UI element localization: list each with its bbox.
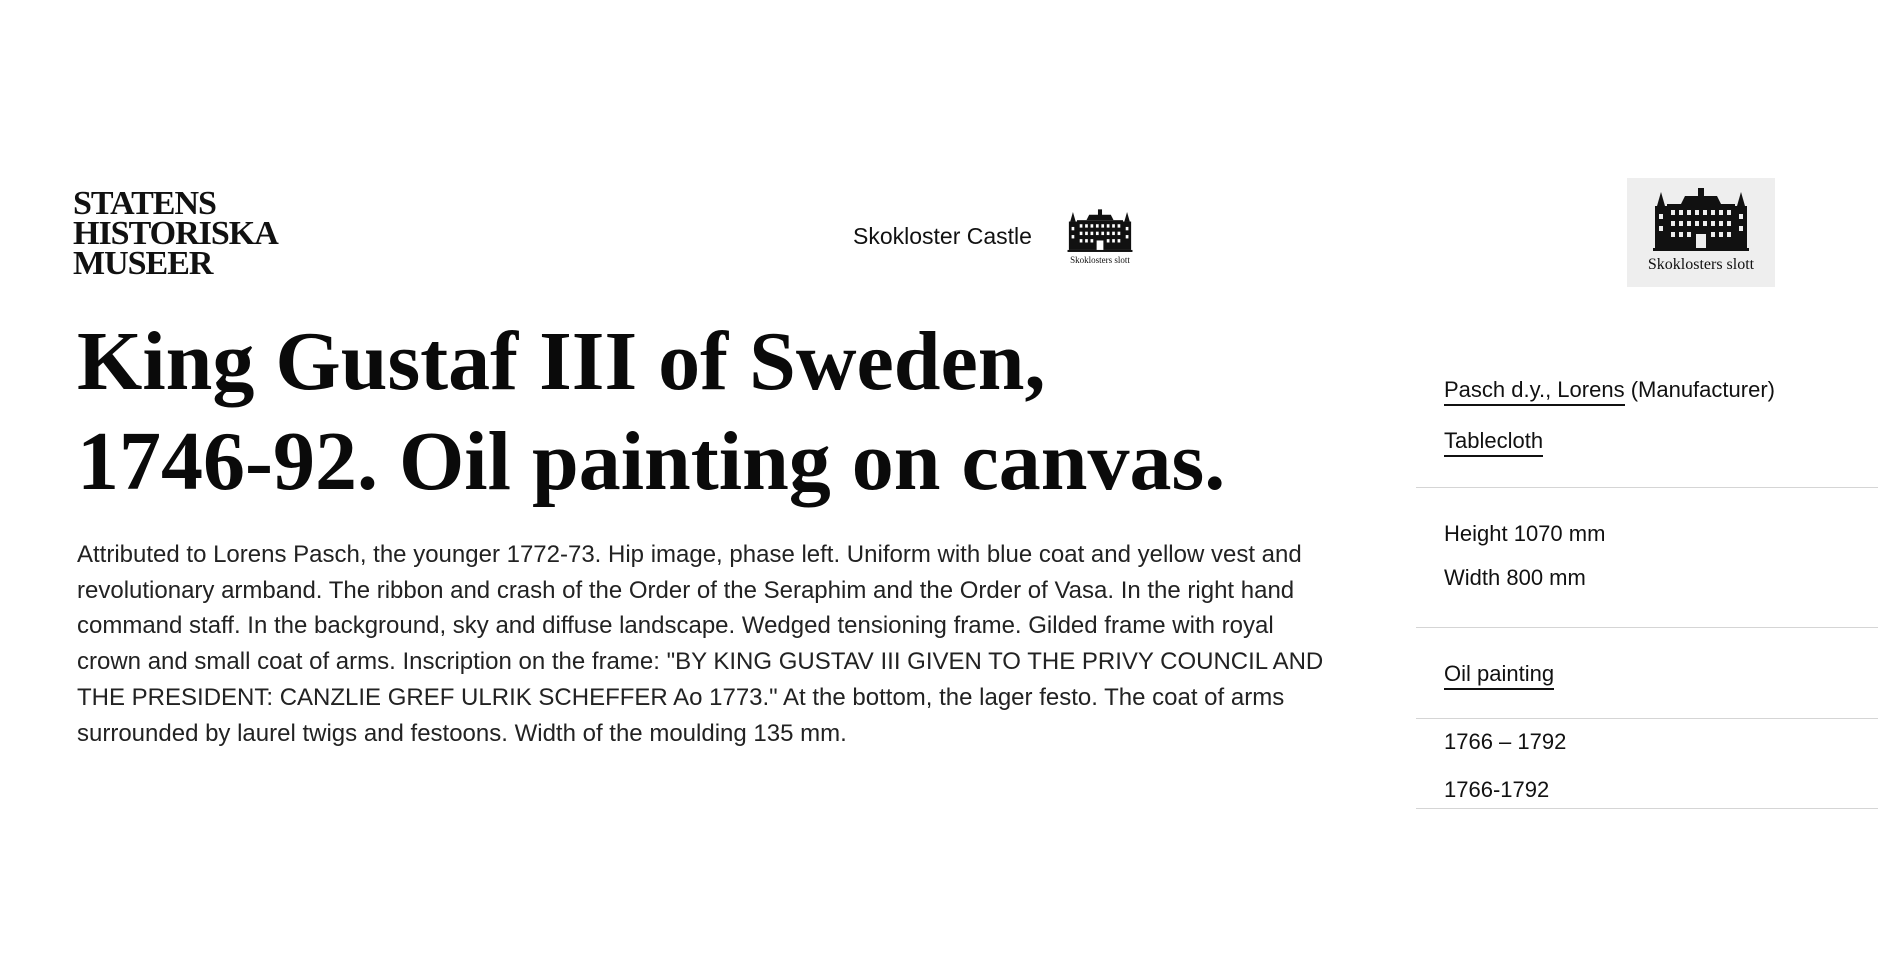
title-line-2: 1746-92. Oil painting on canvas. — [77, 415, 1226, 508]
divider — [1416, 808, 1878, 809]
maker-row — [1444, 377, 1775, 403]
title-line-1: King Gustaf III of Sweden, — [77, 315, 1046, 408]
width-value: Width 800 mm — [1444, 565, 1586, 590]
museum-logo[interactable] — [73, 185, 278, 282]
object-description: Attributed to Lorens Pasch, the younger 1772-73. Hip image, phase left. Uniform with blue coat and yellow vest and revolutionary armband. The ribbon and crash of the Order of the Seraphim and the Order of Vasa. In the right hand command staff. In the background, sky and diffuse landscape. Wedged tensioning frame. Gilded frame with royal crown and small coat of arms. Inscription on the frame: "BY KING GUSTAV III GIVEN TO THE PRIVY COUNCIL AND THE PRESIDENT: CANZLIE GREF ULRIK SCHEFFER Ao 1773." At the bottom, the lager festo. The coat of arms surrounded by laurel twigs and festoons. Width of the moulding 135 mm. — [77, 541, 1324, 747]
dating-period: 1766 – 1792 — [1444, 729, 1567, 754]
castle-icon — [1651, 186, 1751, 254]
site-link-skokloster[interactable]: Skokloster Castle — [853, 223, 1032, 249]
castle-logo-small[interactable] — [1066, 208, 1134, 268]
logo-line-3: MUSEER — [73, 245, 213, 282]
logo-line-1: STATENS — [73, 185, 216, 222]
maker-role: (Manufacturer) — [1630, 377, 1775, 402]
classification-row — [1444, 428, 1543, 454]
castle-logo-large[interactable] — [1627, 178, 1775, 287]
castle-icon — [1066, 208, 1134, 254]
divider — [1416, 718, 1878, 719]
castle-caption: Skoklosters slott — [1070, 255, 1130, 265]
dating-text: 1766-1792 — [1444, 777, 1550, 802]
technique-row — [1444, 661, 1554, 687]
castle-caption: Skoklosters slott — [1647, 256, 1755, 273]
technique-link[interactable]: Oil painting — [1444, 661, 1554, 690]
object-title — [77, 312, 1377, 512]
height-value: Height 1070 mm — [1444, 521, 1606, 546]
logo-line-2: HISTORISKA — [73, 215, 278, 252]
maker-link[interactable]: Pasch d.y., Lorens — [1444, 377, 1625, 406]
divider — [1416, 487, 1878, 488]
divider — [1416, 627, 1878, 628]
classification-link[interactable]: Tablecloth — [1444, 428, 1543, 457]
